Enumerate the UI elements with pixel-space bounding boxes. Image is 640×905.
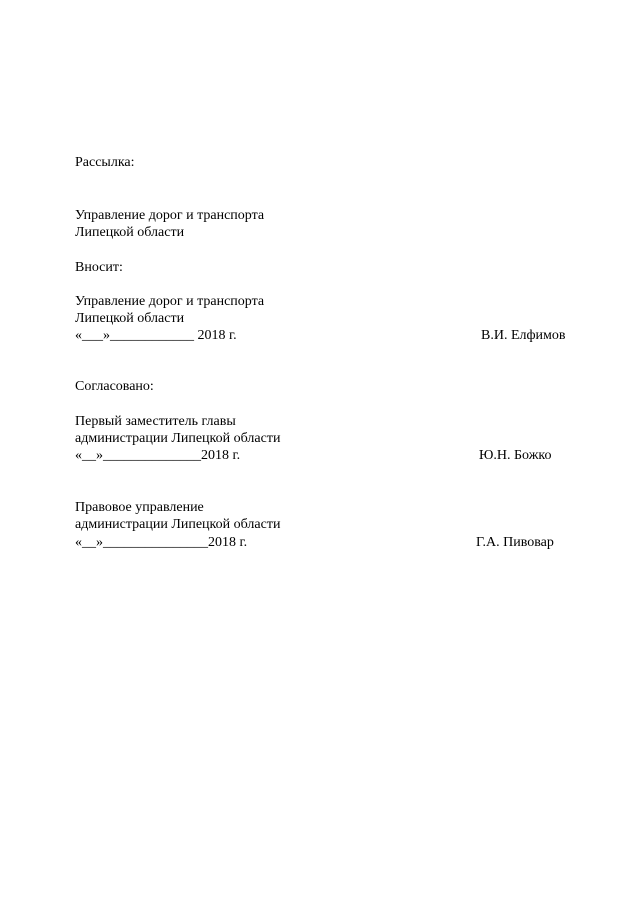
approval-1-line-2: администрации Липецкой области	[75, 431, 281, 446]
submitted-org-line-1: Управление дорог и транспорта	[75, 294, 265, 309]
approval-1-line-1: Первый заместитель главы	[75, 414, 236, 429]
submitted-date-line: «___»____________ 2018 г.	[75, 328, 237, 343]
approval-1-date-line: «__»______________2018 г.	[75, 448, 241, 463]
distribution-line-2: Липецкой области	[75, 225, 185, 240]
distribution-label: Рассылка:	[75, 155, 135, 170]
submitted-label: Вносит:	[75, 260, 123, 275]
approval-2-date-line: «__»_______________2018 г.	[75, 535, 248, 550]
submitted-signatory: В.И. Елфимов	[481, 328, 566, 343]
distribution-line-1: Управление дорог и транспорта	[75, 208, 265, 223]
submitted-org-line-2: Липецкой области	[75, 311, 185, 326]
approval-2-line-2: администрации Липецкой области	[75, 517, 281, 532]
approval-2-line-1: Правовое управление	[75, 500, 204, 515]
approved-label: Согласовано:	[75, 379, 154, 394]
approval-2-signatory: Г.А. Пивовар	[476, 535, 554, 550]
approval-1-signatory: Ю.Н. Божко	[479, 448, 552, 463]
